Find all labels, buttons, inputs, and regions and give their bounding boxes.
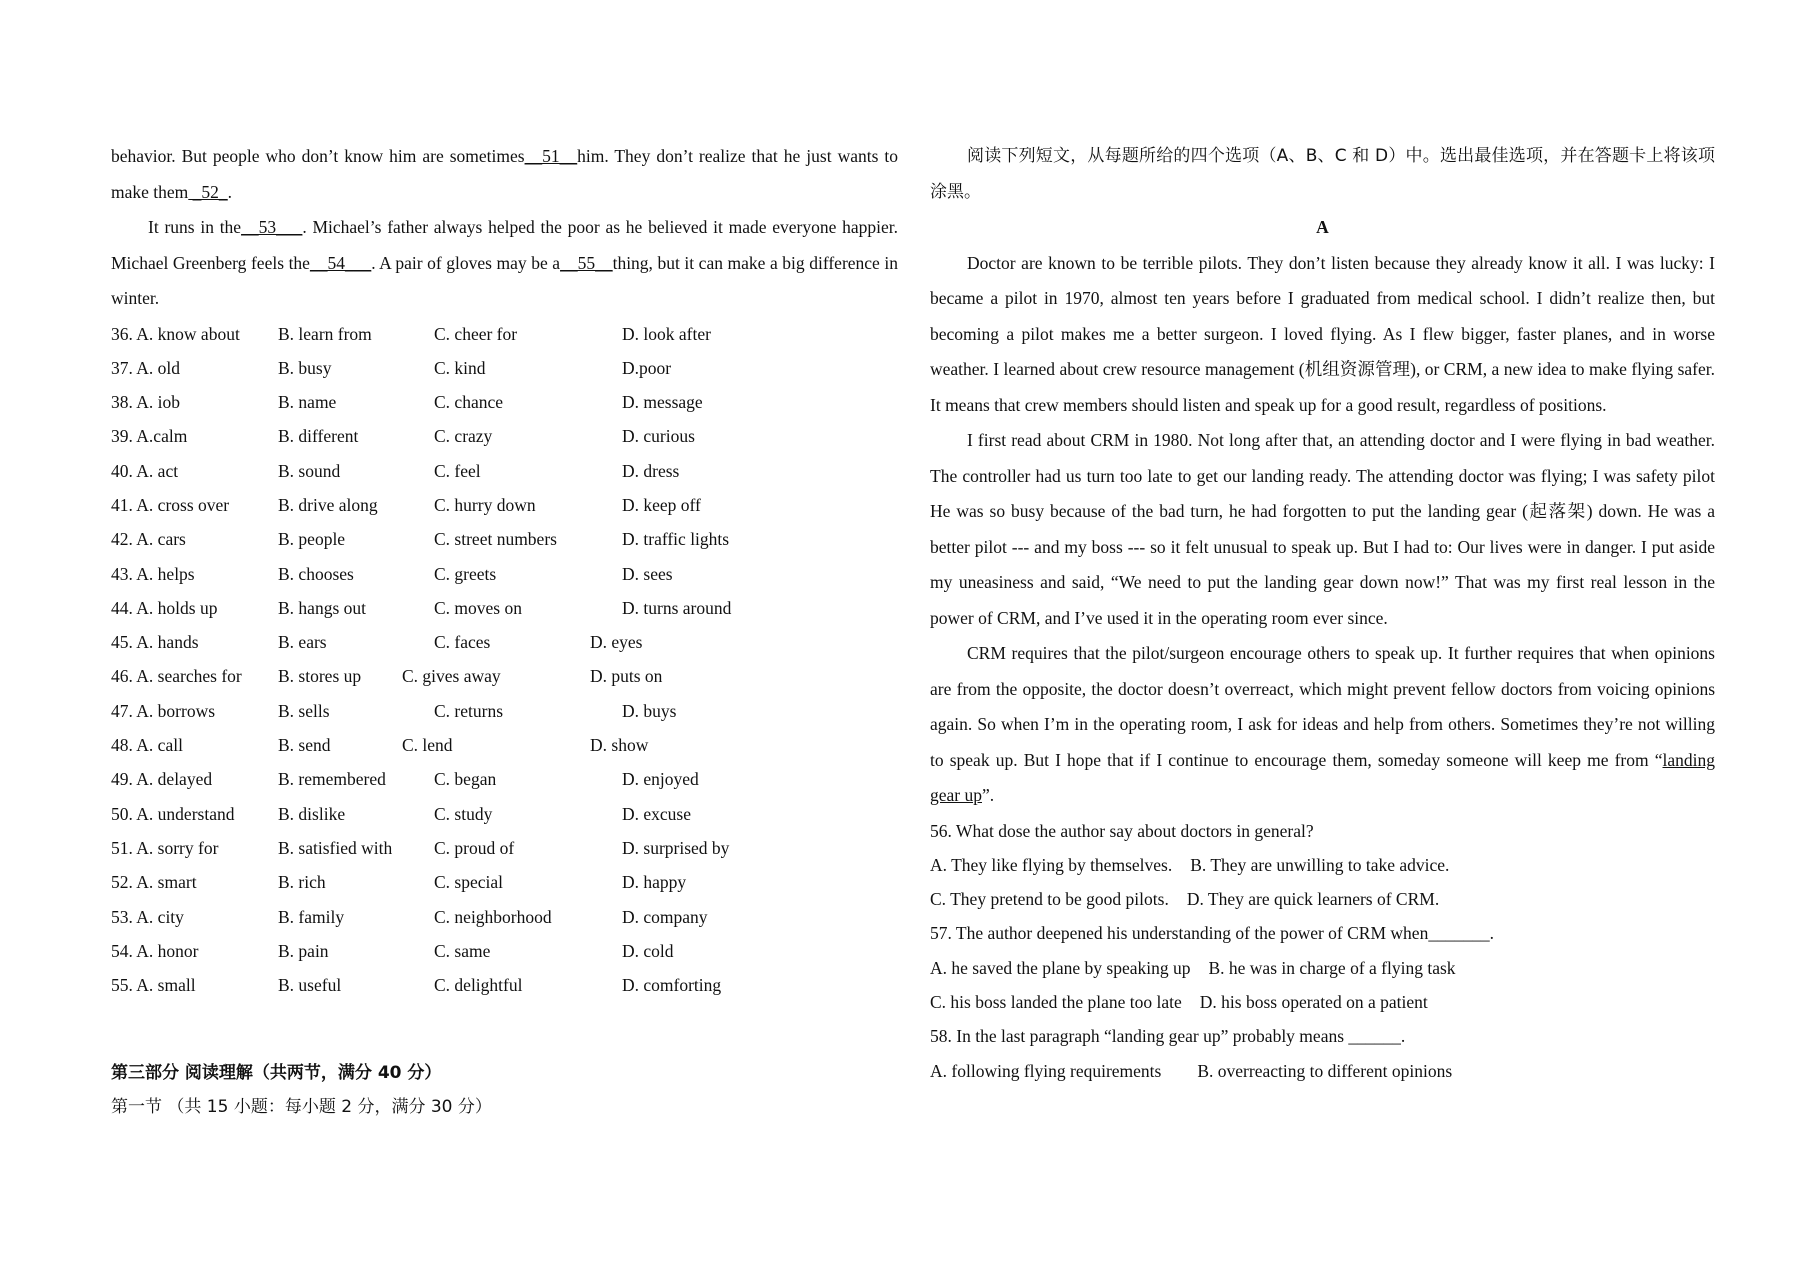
option-d: D. puts on xyxy=(590,666,663,687)
option-b: B. busy xyxy=(278,357,332,378)
blank-53: __53___ xyxy=(241,217,303,237)
option-b: B. family xyxy=(278,906,345,927)
option-c: C. lend xyxy=(402,735,453,756)
option-a: 41. A. cross over xyxy=(111,494,230,515)
option-row xyxy=(111,419,898,453)
option-c: C. proud of xyxy=(434,837,515,858)
option-c: C. his boss landed the plane too late xyxy=(930,991,1182,1012)
option-c: C. greets xyxy=(434,563,497,584)
option-a: 47. A. borrows xyxy=(111,700,216,721)
option-b: B. dislike xyxy=(278,803,346,824)
option-a: 38. A. iob xyxy=(111,392,181,413)
option-a: A. following flying requirements xyxy=(930,1060,1162,1081)
option-row xyxy=(111,934,898,968)
option-d: D. enjoyed xyxy=(622,769,699,790)
option-a: 55. A. small xyxy=(111,975,196,996)
option-b: B. sells xyxy=(278,700,330,721)
option-a: 46. A. searches for xyxy=(111,666,242,687)
option-row xyxy=(111,385,898,419)
option-c: C. crazy xyxy=(434,426,493,447)
passage-text: him. They don’t realize that he just wants to make them xyxy=(111,146,898,202)
option-c: C. returns xyxy=(434,700,504,721)
option-c: C. kind xyxy=(434,357,486,378)
passage-paragraph: I first read about CRM in 1980. Not long after that, an attending doctor and I were flying in bad weather. The controller had us turn too late to get our landing ready. The attending doctor was flying; I was safety pilot He was so busy because of the bad turn, he had forgotten to put the landing gear (起落架) down. He was a better pilot --- and my boss --- so it felt unusual to speak up. But I had to: Our lives were in danger. I put aside my uneasiness and said, “We need to put the landing gear down now!” That was my first real lesson in the power of CRM, and I’ve used it in the operating room ever since. xyxy=(930,430,1715,628)
passage-text: ”. xyxy=(982,785,995,805)
option-d: D. company xyxy=(622,906,708,927)
option-d: D. happy xyxy=(622,872,687,893)
blank-55: __55__ xyxy=(560,252,613,273)
option-c: C. street numbers xyxy=(434,529,557,550)
option-row xyxy=(111,694,898,728)
passage-paragraph xyxy=(111,210,898,317)
option-a: 49. A. delayed xyxy=(111,769,213,790)
question-58: 58. In the last paragraph “landing gear up” probably means ______. xyxy=(930,1026,1406,1047)
option-a: 39. A.calm xyxy=(111,426,188,447)
option-c: C. feel xyxy=(434,460,481,481)
option-d: D. his boss operated on a patient xyxy=(1199,991,1428,1012)
option-d: D. dress xyxy=(622,460,680,481)
question-57-options xyxy=(930,985,1715,1019)
option-c: C. cheer for xyxy=(434,323,518,344)
option-a: 52. A. smart xyxy=(111,872,197,893)
underlined-phrase: landing gear up xyxy=(930,749,1715,805)
option-b: B. different xyxy=(278,426,359,447)
blank-52: _52_ xyxy=(188,181,228,202)
option-b: B. rich xyxy=(278,872,326,893)
option-row xyxy=(111,557,898,591)
option-row xyxy=(111,797,898,831)
cloze-options-list xyxy=(111,317,898,1003)
option-a: 36. A. know about xyxy=(111,323,240,344)
option-row xyxy=(111,831,898,865)
option-d: D. message xyxy=(622,392,703,413)
passage-paragraph xyxy=(930,636,1715,814)
option-c: C. moves on xyxy=(434,597,522,618)
option-d: D. surprised by xyxy=(622,837,730,858)
option-c: C. study xyxy=(434,803,493,824)
option-d: D. comforting xyxy=(622,975,722,996)
option-d: D. sees xyxy=(622,563,673,584)
option-a: 48. A. call xyxy=(111,735,183,756)
option-b: B. sound xyxy=(278,460,341,481)
option-a: 43. A. helps xyxy=(111,563,195,584)
option-a: 54. A. honor xyxy=(111,940,199,961)
option-c: C. special xyxy=(434,872,504,893)
option-a: 42. A. cars xyxy=(111,529,186,550)
option-a: 40. A. act xyxy=(111,460,179,481)
option-a: 44. A. holds up xyxy=(111,597,218,618)
option-a: 45. A. hands xyxy=(111,632,199,653)
option-c: C. gives away xyxy=(402,666,501,687)
option-b: B. ears xyxy=(278,632,327,653)
passage-text: . Michael’s father always helped the poor as he believed it made everyone happier. Michael Greenberg feels the xyxy=(111,217,898,273)
blank-51: __51__ xyxy=(524,146,578,166)
option-b: B. name xyxy=(278,392,337,413)
option-b: B. drive along xyxy=(278,494,378,515)
blank-54: __54___ xyxy=(309,252,372,273)
right-column xyxy=(930,139,1715,1088)
option-row xyxy=(111,762,898,796)
option-d: D. buys xyxy=(622,700,677,721)
option-d: D. traffic lights xyxy=(622,529,730,550)
section-subtitle: 第一节 （共 15 小题：每小题 2 分，满分 30 分） xyxy=(111,1097,492,1118)
section-title: 第三部分 阅读理解（共两节，满分 40 分） xyxy=(111,1063,442,1084)
question-57: 57. The author deepened his understanding of the power of CRM when_______. xyxy=(930,923,1494,944)
question-56: 56. What dose the author say about doctors in general? xyxy=(930,820,1314,841)
passage-text: thing, but it can make a big difference in winter. xyxy=(111,252,898,308)
option-row xyxy=(111,625,898,659)
option-row xyxy=(111,454,898,488)
option-d: D. excuse xyxy=(622,803,692,824)
option-d: D. eyes xyxy=(590,632,643,653)
option-row xyxy=(111,659,898,693)
option-row xyxy=(111,317,898,351)
option-d: D. curious xyxy=(622,426,695,447)
option-row xyxy=(111,591,898,625)
option-d: D. keep off xyxy=(622,494,701,515)
option-c: C. faces xyxy=(434,632,491,653)
option-d: D. They are quick learners of CRM. xyxy=(1186,889,1440,910)
option-a: 50. A. understand xyxy=(111,803,235,824)
option-c: C. hurry down xyxy=(434,494,536,515)
option-d: D. look after xyxy=(622,323,711,344)
option-b: B. overreacting to different opinions xyxy=(1197,1060,1453,1081)
option-row xyxy=(111,488,898,522)
option-b: B. learn from xyxy=(278,323,372,344)
option-d: D. show xyxy=(590,735,649,756)
option-b: B. They are unwilling to take advice. xyxy=(1190,854,1450,875)
option-b: B. stores up xyxy=(278,666,362,687)
option-a: A. he saved the plane by speaking up xyxy=(930,957,1191,978)
option-c: C. neighborhood xyxy=(434,906,552,927)
instruction-text: 阅读下列短文，从每题所给的四个选项（A、B、C 和 D）中。选出最佳选项，并在答题卡上将该项涂黑。 xyxy=(930,146,1715,202)
option-row xyxy=(111,728,898,762)
option-row xyxy=(111,865,898,899)
option-c: C. delightful xyxy=(434,975,523,996)
option-d: D.poor xyxy=(622,357,672,378)
passage-text: CRM requires that the pilot/surgeon encourage others to speak up. It further requires that when opinions are from the opposite, the doctor doesn’t overreact, which might prevent fellow doctors from voicing opinions again. So when I’m in the operating room, I ask for ideas and help from others. Sometimes they’re not willing to speak up. But I hope that if I continue to encourage them, someday someone will keep me from “ xyxy=(930,643,1715,770)
passage-title: A xyxy=(1316,217,1329,237)
question-57-options xyxy=(930,951,1715,985)
passage-paragraph: Doctor are known to be terrible pilots. They don’t listen because they already know it all. I was lucky: I became a pilot in 1970, almost ten years before I graduated from medical school. I didn’t realize then, but becoming a pilot makes me a better surgeon. I loved flying. As I flew bigger, faster planes, and in worse weather. I learned about crew resource management (机组资源管理), or CRM, a new idea to make flying safer. It means that crew members should listen and speak up for a good result, regardless of positions. xyxy=(930,252,1715,415)
passage-text: It runs in the xyxy=(148,217,242,237)
option-row xyxy=(111,522,898,556)
option-d: D. turns around xyxy=(622,597,732,618)
question-58-options xyxy=(930,1054,1715,1088)
option-b: B. hangs out xyxy=(278,597,366,618)
option-b: B. send xyxy=(278,735,331,756)
option-c: C. chance xyxy=(434,392,503,413)
option-row xyxy=(111,351,898,385)
option-d: D. cold xyxy=(622,940,674,961)
option-a: 51. A. sorry for xyxy=(111,837,219,858)
option-b: B. satisfied with xyxy=(278,837,393,858)
option-a: 53. A. city xyxy=(111,906,184,927)
option-b: B. pain xyxy=(278,940,329,961)
option-b: B. chooses xyxy=(278,563,354,584)
option-b: B. people xyxy=(278,529,346,550)
option-b: B. remembered xyxy=(278,769,386,790)
passage-text: . A pair of gloves may be a xyxy=(371,252,561,273)
passage-paragraph xyxy=(111,139,898,210)
option-a: 37. A. old xyxy=(111,357,181,378)
passage-text: behavior. But people who don’t know him are sometimes xyxy=(111,146,525,166)
question-56-options xyxy=(930,882,1715,916)
option-row xyxy=(111,900,898,934)
option-a: A. They like flying by themselves. xyxy=(930,854,1173,875)
question-56-options xyxy=(930,848,1715,882)
left-column xyxy=(111,139,898,1124)
option-row xyxy=(111,968,898,1002)
option-c: C. They pretend to be good pilots. xyxy=(930,889,1169,910)
option-b: B. he was in charge of a flying task xyxy=(1208,957,1456,978)
option-b: B. useful xyxy=(278,975,342,996)
option-c: C. same xyxy=(434,940,491,961)
passage-text: . xyxy=(227,181,233,202)
option-c: C. began xyxy=(434,769,497,790)
